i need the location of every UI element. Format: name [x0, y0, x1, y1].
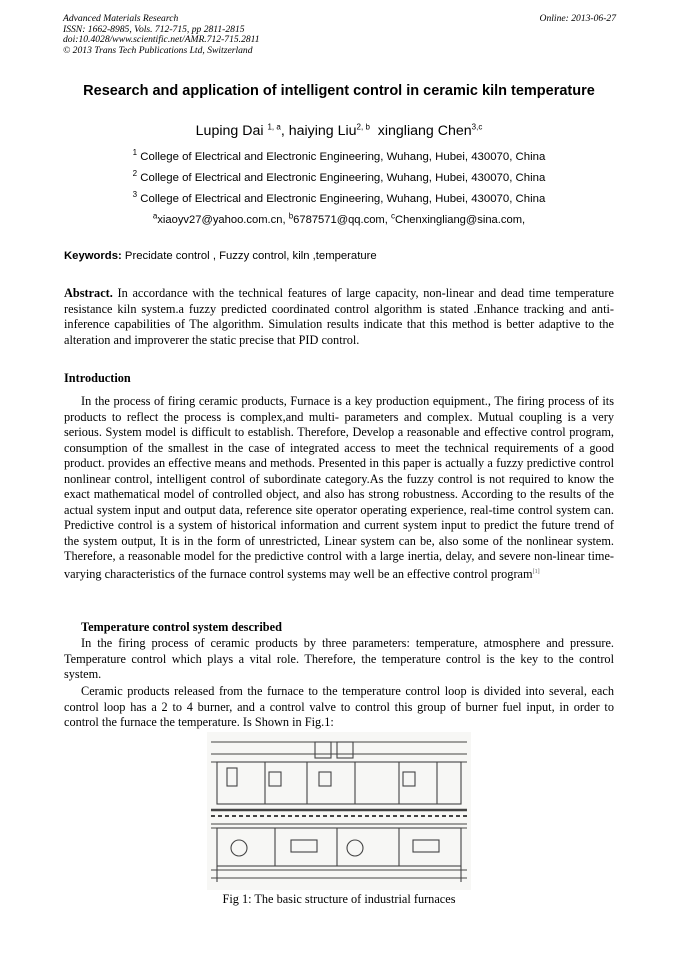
temperature-section-heading: Temperature control system described: [81, 620, 282, 634]
keywords: [64, 250, 377, 262]
email-mark: b: [288, 211, 294, 221]
temperature-paragraph-1: In the firing process of ceramic products by three parameters: temperature, atmosphere and pressure. Temperature control which plays a vital role. Therefore, the temperature control is the key to the control system.: [64, 636, 614, 681]
doi-line: doi:10.4028/www.scientific.net/AMR.712-715.2811: [63, 34, 260, 46]
author-name: Luping Dai: [195, 123, 264, 139]
abstract-label: Abstract.: [64, 286, 113, 300]
paper-title: Research and application of intelligent control in ceramic kiln temperature: [83, 83, 595, 99]
introduction-paragraph: [64, 394, 614, 582]
email-mark: a: [152, 211, 158, 221]
temperature-paragraph-2: Ceramic products released from the furnace to the temperature control loop is divided into several, each control loop has a 2 to 4 burner, and a control valve to control this group of burner fuel input, in order to control the furnace the temperature. Is Shown in Fig.1:: [64, 684, 614, 729]
email-address[interactable]: xiaoyv27@yahoo.com.cn,: [157, 214, 286, 226]
journal-name: Advanced Materials Research: [63, 13, 179, 24]
furnace-structure-figure: [207, 732, 471, 890]
affiliation-text: College of Electrical and Electronic Engineering, Wuhang, Hubei, 430070, China: [140, 172, 546, 184]
author-name: haiying Liu: [288, 123, 357, 139]
author-name: xingliang Chen: [377, 123, 472, 139]
affiliation: [0, 169, 678, 184]
affiliation-text: College of Electrical and Electronic Engineering, Wuhang, Hubei, 430070, China: [140, 193, 546, 205]
copyright-line: © 2013 Trans Tech Publications Ltd, Switzerland: [63, 44, 253, 56]
abstract: [64, 286, 614, 348]
abstract-text: In accordance with the technical features of large capacity, non-linear and dead time temperature resistance kiln system.a fuzzy predicted coordinated control algorithm is stated .Enhance tracking and anti-inference capabilities of The algorithm. Simulation results indicate that this method is better adaptive to the alteration and improverer the static precise that PID control.: [64, 286, 614, 347]
figure-caption: Fig 1: The basic structure of industrial furnaces: [222, 892, 456, 906]
issn-line: ISSN: 1662-8985, Vols. 712-715, pp 2811-2815: [63, 23, 245, 35]
affiliation-text: College of Electrical and Electronic Engineering, Wuhang, Hubei, 430070, China: [140, 151, 546, 163]
email-mark: c: [390, 211, 395, 221]
affiliation: [0, 148, 678, 163]
online-date: Online: 2013-06-27: [539, 13, 616, 24]
introduction-heading: Introduction: [64, 371, 131, 385]
author-affiliation-mark: 2, b: [356, 122, 370, 132]
email-address[interactable]: Chenxingliang@sina.com,: [394, 214, 526, 226]
email-address[interactable]: 6787571@qq.com,: [293, 214, 388, 226]
keywords-text: Precidate control , Fuzzy control, kiln ,temperature: [124, 250, 377, 262]
author-affiliation-mark: 1, a: [267, 122, 281, 132]
introduction-text: In the process of firing ceramic products, Furnace is a key production equipment., The firing process of its products to reflect the process is complex,and multi- parameters and complex. Mutual coupling is a very serious. System model is difficult to establish. Therefore, Develop a reasonable and effective control program, consumption of the smallest in the case of integrated access to meet the technical requirements of a good product. provides an effective means and methods. Presented in this paper is actually a fuzzy predictive control nonlinear control, intelligent control of subordinate category.As the fuzzy control is not required to know the exact mathematical model of controlled object, and also has strong robustness. According to the results of the actual system input and output data, reference site operator operating experience, real-time control system can. Predictive control is a system of historical information and current system input to predict the future trend of the system output, It is in the form of unrestricted, Linear system can be, also some of the nonlinear system. Therefore, a reasonable model for the predictive control with a large inertia, delay, and severe non-linear time-varying characteristics of the furnace control systems may well be an effective control program: [64, 394, 614, 581]
affiliation-mark: 2: [132, 169, 138, 179]
affiliation-mark: 1: [132, 148, 138, 158]
affiliation-mark: 3: [132, 190, 138, 200]
page-header: [63, 14, 616, 56]
keywords-label: Keywords:: [64, 250, 122, 262]
affiliation: [0, 190, 678, 205]
email-line: [0, 211, 678, 226]
author-list: Luping Dai $^{1, a}$, haiying Liu$^{2, b}$ xingliang Chen$^{3,c}$: [195, 122, 483, 139]
citation-mark[interactable]: [1]: [532, 568, 540, 575]
author-affiliation-mark: 3,c: [471, 122, 483, 132]
